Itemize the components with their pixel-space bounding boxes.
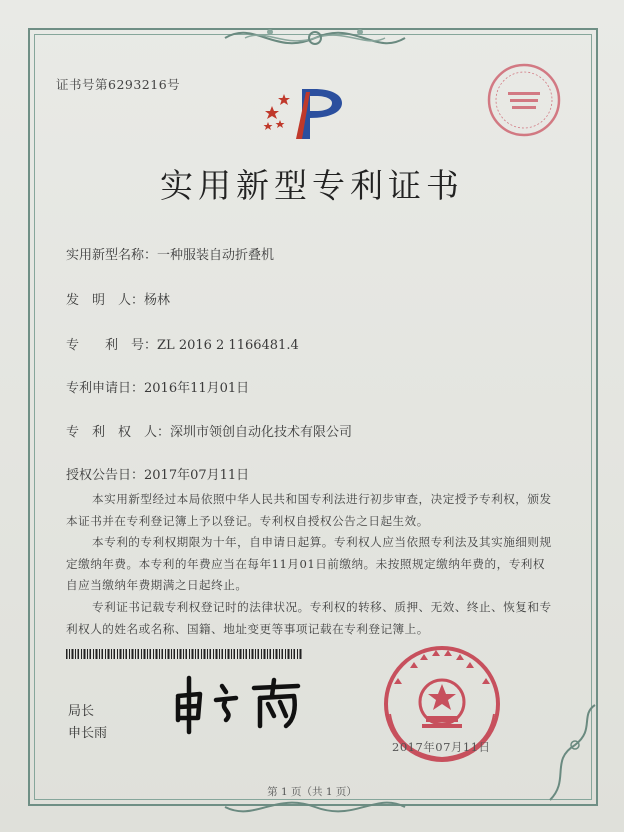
field-inventor — [66, 289, 170, 308]
field-grant-date — [66, 464, 249, 483]
document-title: 实用新型专利证书 — [160, 166, 464, 205]
page-footer: 第 1 页（共 1 页） — [267, 786, 357, 798]
patent-office-emblem-icon — [258, 84, 358, 144]
field-patentee — [66, 421, 352, 440]
field-application-date — [66, 377, 249, 396]
field-label: 专 利 号： — [66, 338, 158, 353]
field-label: 专 利 权 人： — [66, 425, 171, 440]
paragraph-grant: 本实用新型经过本局依照中华人民共和国专利法进行初步审查，决定授予专利权，颁发本证书并在专利登记簿上予以登记。专利权自授权公告之日起生效。 — [66, 492, 552, 528]
paragraph-term: 本专利的专利权期限为十年，自申请日起算。专利权人应当依照专利法及其实施细则规定缴纳年费。本专利的年费应当在每年11月01日前缴纳。未按照规定缴纳年费的，专利权自应当缴纳年费期满之日起终止。 — [66, 535, 552, 592]
field-label: 专利申请日： — [66, 381, 145, 396]
director-title: 局长 — [68, 704, 95, 719]
field-utility-model-name — [66, 244, 274, 263]
top-right-seal — [486, 62, 562, 138]
paragraph-legal-status: 专利证书记载专利权登记时的法律状况。专利权的转移、质押、无效、终止、恢复和专利权人的姓名或名称、国籍、地址变更等事项记载在专利登记簿上。 — [66, 600, 552, 636]
seal-date: 2017年07月11日 — [392, 740, 491, 754]
certificate-number: 证书号第6293216号 — [56, 77, 181, 92]
field-value: 2016年11月01日 — [144, 381, 250, 396]
top-ornament — [215, 18, 415, 58]
field-value: 深圳市领创自动化技术有限公司 — [170, 425, 353, 440]
field-label: 实用新型名称： — [66, 248, 158, 263]
field-label: 授权公告日： — [66, 468, 145, 483]
field-value: 杨林 — [144, 293, 171, 308]
field-patent-number — [66, 334, 299, 353]
field-value: 一种服装自动折叠机 — [157, 248, 275, 263]
field-label: 发 明 人： — [66, 293, 145, 308]
field-value: 2017年07月11日 — [144, 468, 250, 483]
field-value: ZL 2016 2 1166481.4 — [157, 338, 299, 353]
barcode — [66, 649, 302, 659]
director-signature — [170, 672, 320, 736]
director-name: 申长雨 — [68, 726, 108, 741]
